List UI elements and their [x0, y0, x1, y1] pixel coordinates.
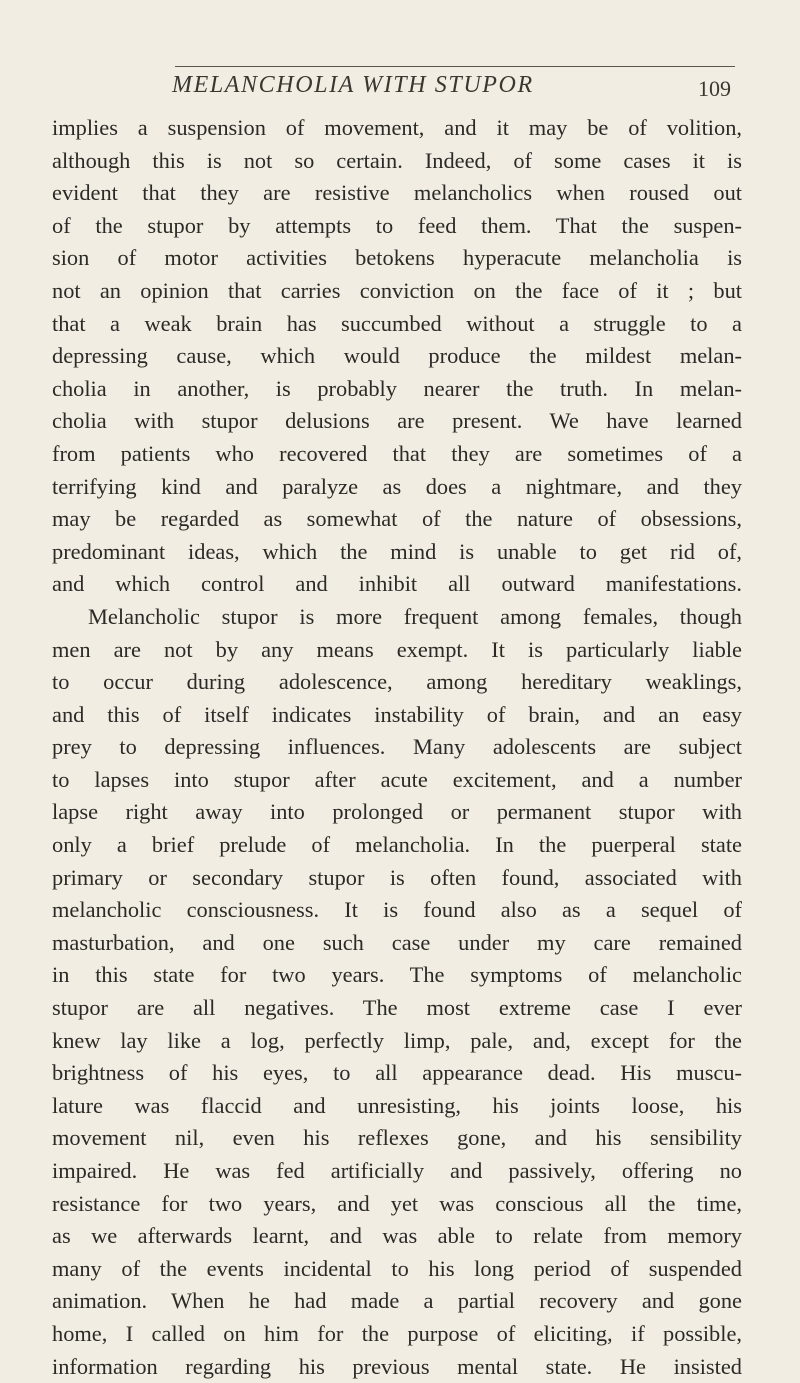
- text-line: masturbation, and one such case under my care remained: [52, 929, 742, 955]
- text-line: as we afterwards learnt, and was able to relate from memory: [52, 1223, 742, 1249]
- text-line: may be regarded as somewhat of the nature of obsessions,: [52, 506, 742, 532]
- text-line: men are not by any means exempt. It is particularly liable: [52, 636, 742, 662]
- text-line: brightness of his eyes, to all appearance dead. His muscu-: [52, 1060, 742, 1086]
- text-line: lapse right away into prolonged or permanent stupor with: [52, 799, 742, 825]
- text-line: melancholic consciousness. It is found also as a sequel of: [52, 897, 742, 923]
- text-line: impaired. He was fed artificially and passively, offering no: [52, 1158, 742, 1183]
- text-line: and this of itself indicates instability of brain, and an easy: [52, 701, 742, 727]
- page-number: 109: [698, 76, 731, 101]
- text-line: knew lay like a log, perfectly limp, pale, and, except for the: [52, 1027, 742, 1053]
- text-line: many of the events incidental to his long period of suspended: [52, 1255, 742, 1281]
- text-line: to occur during adolescence, among hereditary weaklings,: [52, 669, 742, 695]
- text-line: movement nil, even his reflexes gone, and his sensibility: [52, 1125, 742, 1151]
- text-line: of the stupor by attempts to feed them. That the suspen-: [52, 212, 742, 238]
- text-line: predominant ideas, which the mind is unable to get rid of,: [52, 538, 742, 564]
- text-line: home, I called on him for the purpose of eliciting, if possible,: [52, 1320, 742, 1346]
- text-line: stupor are all negatives. The most extreme case I ever: [52, 995, 742, 1021]
- text-line: primary or secondary stupor is often found, associated with: [52, 864, 742, 890]
- text-line: depressing cause, which would produce the mildest melan-: [52, 343, 742, 369]
- text-line: from patients who recovered that they are sometimes of a: [52, 440, 742, 466]
- text-line: and which control and inhibit all outward manifestations.: [52, 571, 742, 597]
- text-line: lature was flaccid and unresisting, his joints loose, his: [52, 1092, 742, 1118]
- text-line: only a brief prelude of melancholia. In the puerperal state: [52, 832, 742, 858]
- text-line: cholia with stupor delusions are present. We have learned: [52, 408, 742, 434]
- text-line: resistance for two years, and yet was conscious all the time,: [52, 1190, 742, 1216]
- text-line: that a weak brain has succumbed without a struggle to a: [52, 310, 742, 336]
- text-line: in this state for two years. The symptoms of melancholic: [52, 962, 742, 988]
- text-line: prey to depressing influences. Many adolescents are subject: [52, 734, 742, 760]
- text-line: implies a suspension of movement, and it may be of volition,: [52, 115, 742, 140]
- text-line: information regarding his previous mental state. He insisted: [52, 1353, 742, 1379]
- body-text: [52, 112, 742, 1383]
- text-line: not an opinion that carries conviction on the face of it ; but: [52, 277, 742, 303]
- page-header: [52, 72, 737, 112]
- text-line: cholia in another, is probably nearer the truth. In melan-: [52, 375, 742, 401]
- running-head: MELANCHOLIA WITH STUPOR: [172, 72, 534, 98]
- paragraph-first-line: Melancholic stupor is more frequent among females, though: [88, 603, 742, 629]
- text-line: although this is not so certain. Indeed, of some cases it is: [52, 147, 742, 173]
- top-edge-rule: [175, 66, 735, 67]
- text-line: to lapses into stupor after acute excitement, and a number: [52, 766, 742, 792]
- text-line: terrifying kind and paralyze as does a nightmare, and they: [52, 473, 742, 499]
- text-line: animation. When he had made a partial recovery and gone: [52, 1288, 742, 1314]
- text-line: evident that they are resistive melancholics when roused out: [52, 180, 742, 206]
- text-line: sion of motor activities betokens hyperacute melancholia is: [52, 245, 742, 271]
